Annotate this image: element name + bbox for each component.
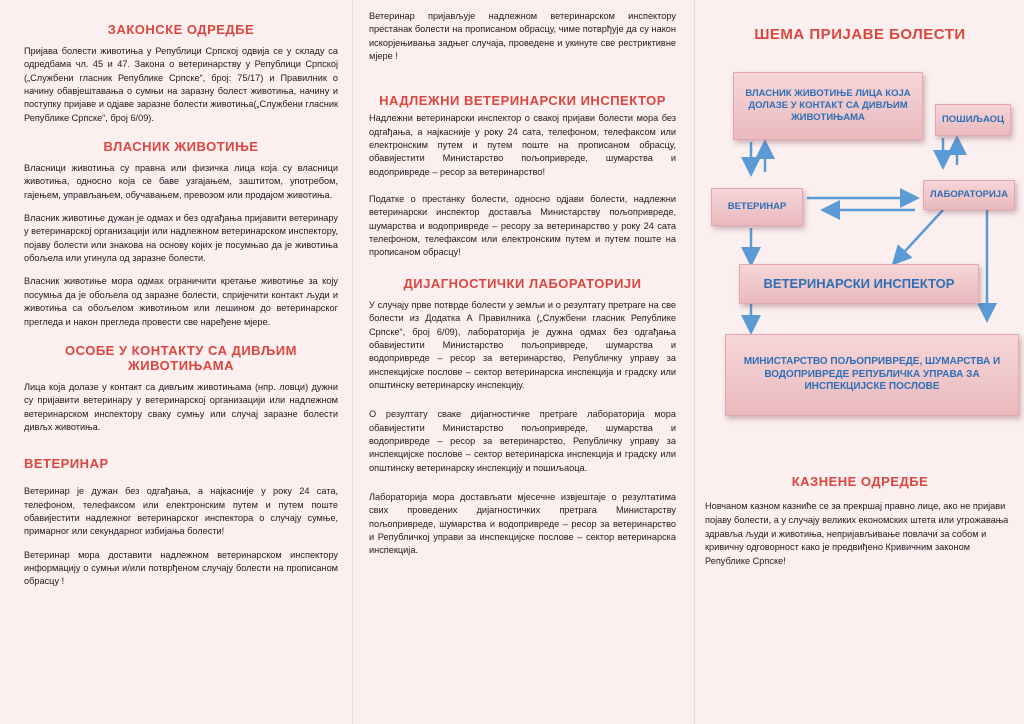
wild-contact-heading: ОСОБЕ У КОНТАКТУ СА ДИВЉИМ ЖИВОТИЊАМА bbox=[65, 342, 297, 373]
box-veterinary-inspector: ВЕТЕРИНАРСКИ ИНСПЕКТОР bbox=[739, 264, 979, 304]
column-left bbox=[0, 0, 352, 724]
veterinarian-p2: Ветеринар мора доставити надлежном ветеринарском инспектору информацију о сумњи и/или потврђеном случају болести на прописаном обрасцу ! bbox=[24, 549, 338, 587]
diagram-title: ШЕМА ПРИЈАВЕ БОЛЕСТИ bbox=[754, 26, 966, 43]
box-animal-owner: ВЛАСНИК ЖИВОТИЊЕ ЛИЦА КОЈА ДОЛАЗЕ У КОНТАКТ СА ДИВЉИМ ЖИВОТИЊАМА bbox=[733, 72, 923, 140]
box-veterinarian: ВЕТЕРИНАР bbox=[711, 188, 803, 226]
legal-provisions-text: Пријава болести животиња у Републици Српској одвија се у складу са одредбама чл. 45 и 47. Закона о ветеринарству у Републици Српској („Службени гласник Републике Српске“, број: 75/17) и Правилник о начину обавјештавања о сумњи на заразну болест животиња, начину и поступку пријаве и одјаве заразне болести животиња(„Службени гласник Републике Српске“, број 6/09). bbox=[24, 46, 338, 123]
inspector-heading: НАДЛЕЖНИ ВЕТЕРИНАРСКИ ИНСПЕКТОР bbox=[379, 93, 666, 109]
box-sender: ПОШИЉАОЦ bbox=[935, 104, 1011, 136]
arrow-lab-to-inspector bbox=[895, 210, 943, 262]
labs-p3: Лабораторија мора достављати мјесечне извјештаје о резултатима свих проведених дијагностичких претрага Министарству пољопривреде, шумарства и водопривреде – ресор за ветеринарство и Републичкој управи за инспекцијске послове – сектор ветеринарска инспекција. bbox=[369, 491, 676, 556]
animal-owner-p2: Власник животиње дужан је одмах и без одгађања пријавити ветеринару у ветеринарској организацији или надлежном ветеринарском инспектору, појаву болести или знакова на основу којих је посумњао да је животиња обољела или угинула од заразне болести. bbox=[24, 213, 338, 264]
labs-p1: У случају прве потврде болести у земљи и о резултату претраге на све болести из Додатка А Правилника („Службени гласник Републике Српске“, број 6/09), лабораторија је дужна одмах без одгађања обавијестити Министарство пољопривреде, шумарства и водопривреде – ресор за ветеринарство, Републичку управу за инспекцијске послове – сектор ветеринарска инспекција и градску или општинску ветеринарску инспекцију. bbox=[369, 299, 676, 390]
legal-provisions-heading: ЗАКОНСКЕ ОДРЕДБЕ bbox=[107, 22, 255, 37]
column-right bbox=[694, 0, 1024, 724]
column-middle bbox=[352, 0, 694, 724]
inspector-p1: Надлежни ветеринарски инспектор о свакој пријави болести мора без одгађања, а најкасније у року 24 сата, телефоном, телефаксом или електронским путем и путем поште на прописаном обрасцу, обавијестити Министарство пољопривреде, шумарства и водопривреде – ресор за ветеринарство! bbox=[369, 113, 676, 177]
veterinarian-heading: ВЕТЕРИНАР bbox=[24, 456, 109, 472]
box-ministry: МИНИСТАРСТВО ПОЉОПРИВРЕДЕ, ШУМАРСТВА И ВОДОПРИВРЕДЕ РЕПУБЛИЧКА УПРАВА ЗА ИНСПЕКЦИЈСКЕ ПОСЛОВЕ bbox=[725, 334, 1019, 416]
animal-owner-p1: Власници животиња су правна или физичка лица која су власници животиња, односно која се баве узгајањем, заштитом, употребом, гајењем, управљањем, обучавањем, превозом или продајом животиња. bbox=[24, 163, 338, 200]
penalty-text: Новчаном казном казниће се за прекршај правно лице, ако не пријави појаву болести, а у случају великих економских штета или угрожавања здравља људи и животиња, непријављивање повлачи за собом и кривичну одговорност како је предвиђено Кривичним законом Републике Српске! bbox=[705, 501, 1009, 567]
wild-contact-text: Лица која долазе у контакт са дивљим животињама (нпр. ловци) дужни су пријавити ветеринару у ветеринарској организацији или надлежном ветеринарском инспектору сваку сумњу или случај заразне болести дивљх животиња. bbox=[24, 381, 338, 432]
penalty-heading: КАЗНЕНЕ ОДРЕДБЕ bbox=[791, 474, 929, 489]
inspector-p2: Податке о престанку болести, односно одјави болести, надлежни ветеринарски инспектор доставља Министарству пољопривреде, шумарства и водопривреде – ресору за ветеринарство у року 24 сата телефоном, телефаксом или електронским путем и путем поште на прописаном обрасцу! bbox=[369, 194, 676, 258]
animal-owner-heading: ВЛАСНИК ЖИВОТИЊЕ bbox=[103, 139, 259, 155]
veterinarian-p1: Ветеринар је дужан без одгађања, а најкасније у року 24 сата, телефоном, телефаксом или електронским путем и путем поште обавијестити надлежног ветеринарског инспектора о случају сумње, примарног или секундарног избијања болести! bbox=[24, 486, 338, 537]
labs-heading: ДИЈАГНОСТИЧКИ ЛАБОРАТОРИЈИ bbox=[403, 275, 642, 291]
box-laboratory: ЛАБОРАТОРИЈА bbox=[923, 180, 1015, 210]
animal-owner-p3: Власник животиње мора одмах ограничити кретање животиње за коју посумња да је обољела од заразне болести, спријечити контакт људи и животиња са обољелом животињом или лешином до ветеринарског прегледа и након прегледа провести све наређене мјере. bbox=[24, 276, 338, 327]
vet-report-cessation-text: Ветеринар пријављује надлежном ветеринарском инспектору престанак болести на прописаном обрасцу, чиме потврђује да су након искорјењивања задњег случаја, проведене и укинуте све рестриктивне мјере ! bbox=[369, 11, 676, 62]
labs-p2: О резултату сваке дијагностичке претраге лабораторија мора обавијестити Министарство пољопривреде, шумарства и водопривреде – ресор за ветеринарство, Републичку управу за инспекцијске послове – сектор ветеринарска инспекција и градску или општинску ветеринарску инспекцију и пошиљаоца. bbox=[369, 409, 676, 473]
